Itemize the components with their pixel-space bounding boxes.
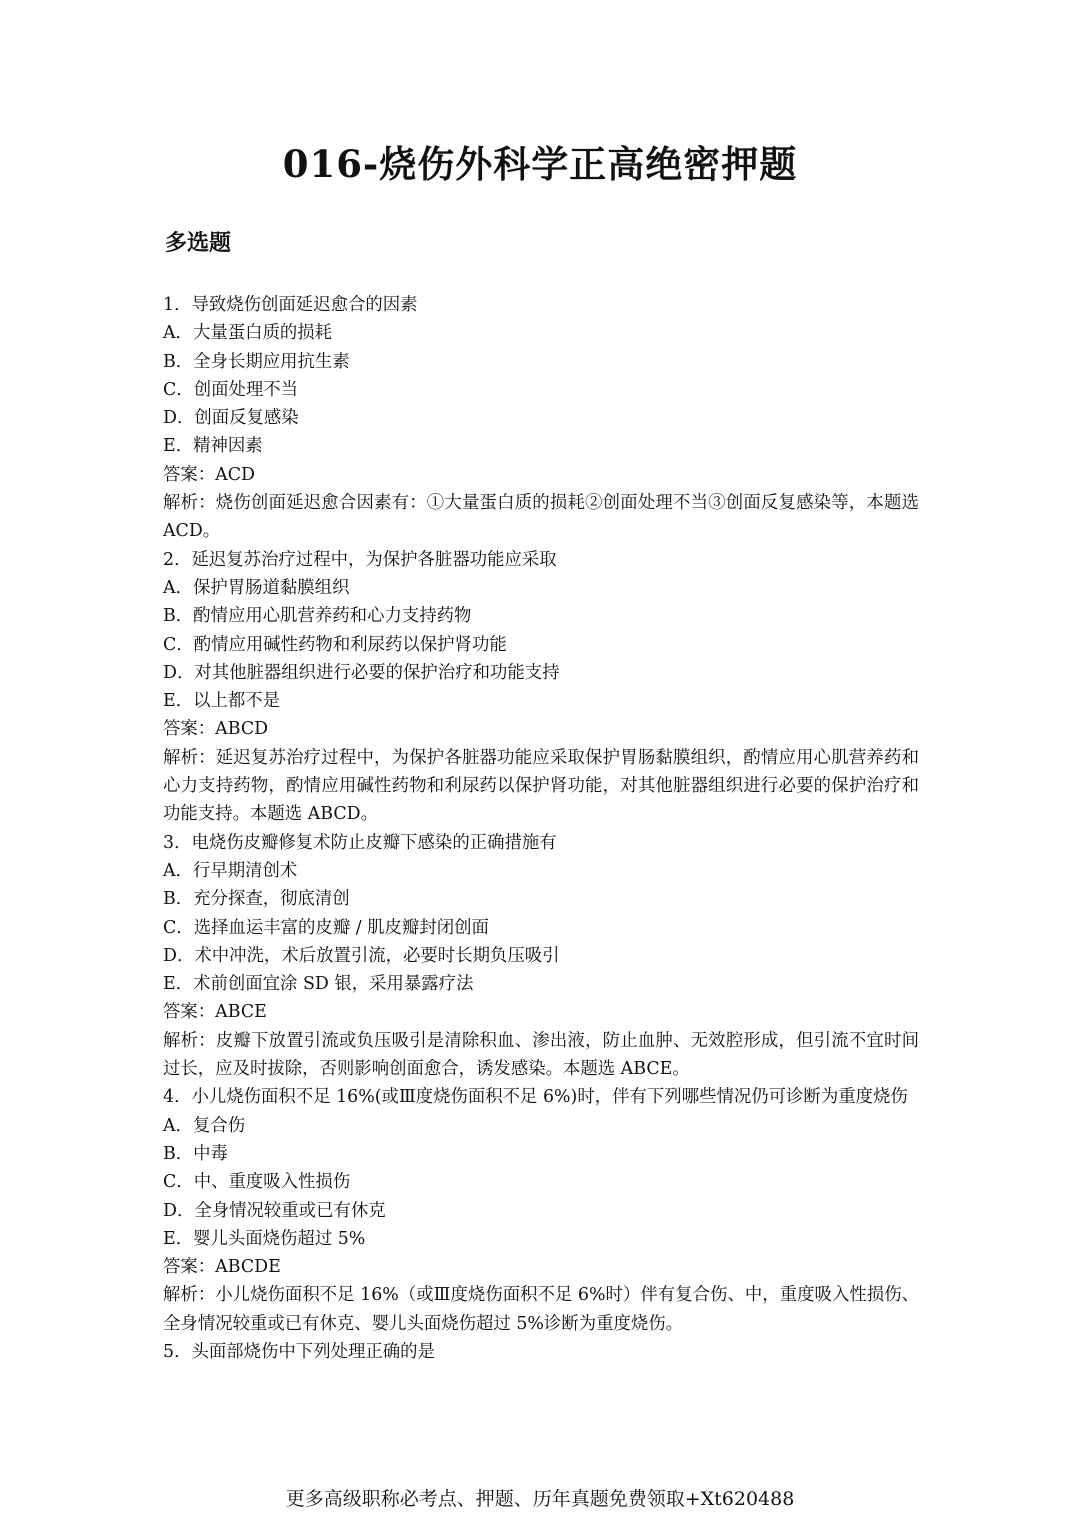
analysis: 解析：皮瓣下放置引流或负压吸引是清除积血、渗出液，防止血肿、无效腔形成，但引流不宜时间过长，应及时拔除，否则影响创面愈合，诱发感染。本题选 ABCE。 (163, 1030, 919, 1080)
option-e: E．精神因素 (163, 436, 263, 457)
option-b: B．充分探查，彻底清创 (163, 889, 350, 910)
option-a: A．保护胃肠道黏膜组织 (163, 577, 350, 598)
footer-promo: 更多高级职称必考点、押题、历年真题免费领取+Xt620488 (285, 1488, 795, 1510)
analysis: 解析：小儿烧伤面积不足 16%（或Ⅲ度烧伤面积不足 6%时）伴有复合伤、中，重度吸入性损伤、全身情况较重或已有休克、婴儿头面烧伤超过 5%诊断为重度烧伤。 (163, 1285, 919, 1334)
question-stem: 3．电烧伤皮瓣修复术防止皮瓣下感染的正确措施有 (163, 832, 557, 853)
option-e: E．以上都不是 (163, 691, 281, 712)
answer: 答案：ABCD (163, 719, 269, 740)
option-d: D．术中冲洗，术后放置引流，必要时长期负压吸引 (163, 945, 560, 966)
option-c: C．中、重度吸入性损伤 (163, 1172, 351, 1193)
option-b: B．全身长期应用抗生素 (163, 351, 350, 372)
option-a: A．复合伤 (163, 1115, 246, 1136)
question-stem: 4．小儿烧伤面积不足 16%(或Ⅲ度烧伤面积不足 6%)时，伴有下列哪些情况仍可诊断为重度烧伤 (163, 1087, 908, 1108)
option-a: A．大量蛋白质的损耗 (163, 323, 333, 344)
option-a: A．行早期清创术 (163, 860, 298, 881)
option-e: E．术前创面宜涂 SD 银，采用暴露疗法 (163, 974, 474, 995)
option-c: C．创面处理不当 (163, 379, 299, 400)
page-title: 016-烧伤外科学正高绝密押题 (282, 142, 798, 186)
section-heading: 多选题 (165, 231, 232, 256)
option-d: D．对其他脏器组织进行必要的保护治疗和功能支持 (163, 662, 560, 683)
analysis: 解析：烧伤创面延迟愈合因素有：①大量蛋白质的损耗②创面处理不当③创面反复感染等，本题选 ACD。 (163, 493, 919, 542)
option-d: D．全身情况较重或已有休克 (163, 1200, 386, 1221)
question-stem: 2．延迟复苏治疗过程中，为保护各脏器功能应采取 (163, 549, 557, 570)
analysis: 解析：延迟复苏治疗过程中，为保护各脏器功能应采取保护胃肠黏膜组织，酌情应用心肌营养药和心力支持药物，酌情应用碱性药物和利尿药以保护肾功能，对其他脏器组织进行必要的保护治疗和功能支持。本题选 ABCD。 (163, 747, 919, 825)
option-b: B．酌情应用心肌营养药和心力支持药物 (163, 606, 472, 627)
option-e: E．婴儿头面烧伤超过 5% (163, 1228, 366, 1249)
question-stem: 5．头面部烧伤中下列处理正确的是 (163, 1341, 435, 1362)
option-c: C．酌情应用碱性药物和利尿药以保护肾功能 (163, 634, 507, 655)
option-d: D．创面反复感染 (163, 408, 299, 429)
question-list (163, 291, 919, 1366)
answer: 答案：ACD (163, 464, 255, 485)
answer: 答案：ABCE (163, 1002, 267, 1023)
answer: 答案：ABCDE (163, 1257, 281, 1278)
option-c: C．选择血运丰富的皮瓣 / 肌皮瓣封闭创面 (163, 917, 489, 938)
option-b: B．中毒 (163, 1143, 228, 1164)
question-stem: 1．导致烧伤创面延迟愈合的因素 (163, 295, 418, 315)
